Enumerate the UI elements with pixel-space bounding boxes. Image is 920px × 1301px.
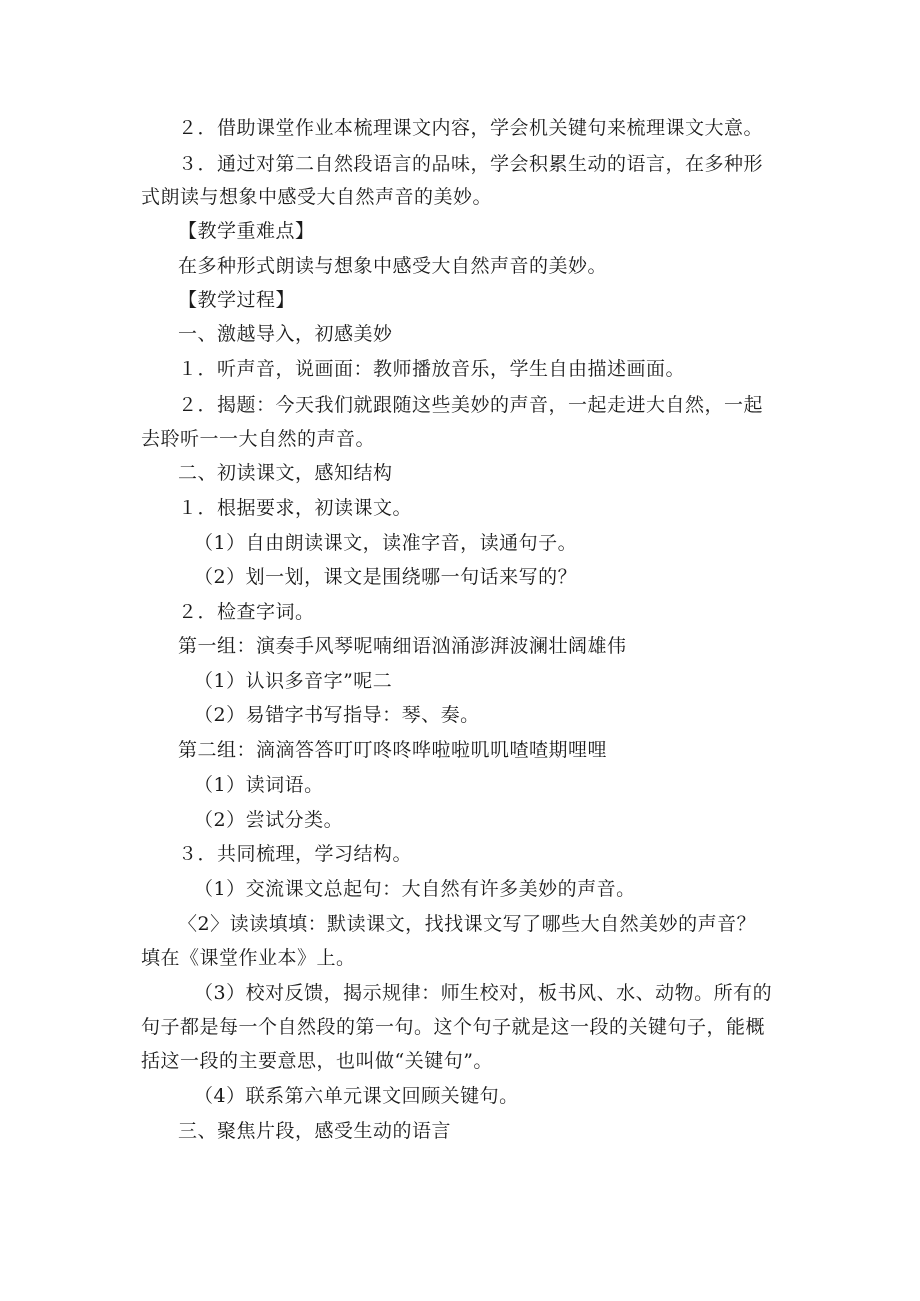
text-line-2-2: ２．检查字词。: [178, 601, 315, 623]
text-line-2-1: １．根据要求，初读课文。: [178, 497, 413, 519]
text-line-key-points: 在多种形式朗读与想象中感受大自然声音的美妙。: [178, 255, 608, 277]
text-line-2-3-c-cont-2: 括这一段的主要意思，也叫做“关键句”。: [141, 1050, 493, 1072]
text-line-2-1-b: （2）划一划，课文是围绕哪一句话来写的？: [194, 566, 578, 588]
text-line-group-2: 第二组：滴滴答答叮叮咚咚哗啦啦叽叽喳喳期哩哩: [178, 739, 608, 761]
text-line-goal-2: ２．借助课堂作业本梳理课文内容，学会机关键句来梳理课文大意。: [178, 117, 764, 139]
text-line-2-3-b-cont: 填在《课堂作业本》上。: [141, 947, 356, 969]
text-line-2-1-a: （1）自由朗读课文，读准字音，读通句子。: [194, 532, 578, 554]
text-line-part-1: 一、激越导入，初感美妙: [178, 323, 393, 345]
text-line-2-3-b: 〈2〉读读填填：默读课文，找找课文写了哪些大自然美妙的声音？: [178, 913, 757, 935]
text-line-1-1: １．听声音，说画面：教师播放音乐，学生自由描述画面。: [178, 358, 686, 380]
section-heading-process: 【教学过程】: [178, 289, 296, 311]
text-line-1-2: ２．揭题：今天我们就跟随这些美妙的声音，一起走进大自然，一起: [178, 394, 764, 416]
text-line-2-3-a: （1）交流课文总起句：大自然有许多美妙的声音。: [194, 878, 636, 900]
text-line-group-1: 第一组：演奏手风琴呢喃细语汹涌澎湃波澜壮阔雄伟: [178, 635, 627, 657]
text-line-part-3: 三、聚焦片段，感受生动的语言: [178, 1120, 452, 1142]
text-line-2-3-c: （3）校对反馈，揭示规律：师生校对，板书风、水、动物。所有的: [194, 982, 773, 1004]
text-line-part-2: 二、初读课文，感知结构: [178, 462, 393, 484]
text-line-2-3: ３．共同梳理，学习结构。: [178, 843, 413, 865]
text-line-goal-3-cont: 式朗读与想象中感受大自然声音的美妙。: [141, 186, 493, 208]
section-heading-key-points: 【教学重难点】: [178, 220, 315, 242]
text-line-group-2-b: （2）尝试分类。: [194, 809, 344, 831]
text-line-2-3-c-cont-1: 句子都是每一个自然段的第一句。这个句子就是这一段的关键句子，能概: [141, 1016, 766, 1038]
text-line-group-1-b: （2）易错字书写指导：琴、奏。: [194, 704, 480, 726]
text-line-2-3-d: （4）联系第六单元课文回顾关键句。: [194, 1085, 519, 1107]
text-line-group-2-a: （1）读词语。: [194, 774, 324, 796]
text-line-1-2-cont: 去聆听一一大自然的声音。: [141, 428, 376, 450]
text-line-group-1-a: （1）认识多音字”呢二: [194, 670, 393, 692]
text-line-goal-3: ３．通过对第二自然段语言的品味，学会积累生动的语言，在多种形: [178, 153, 764, 175]
